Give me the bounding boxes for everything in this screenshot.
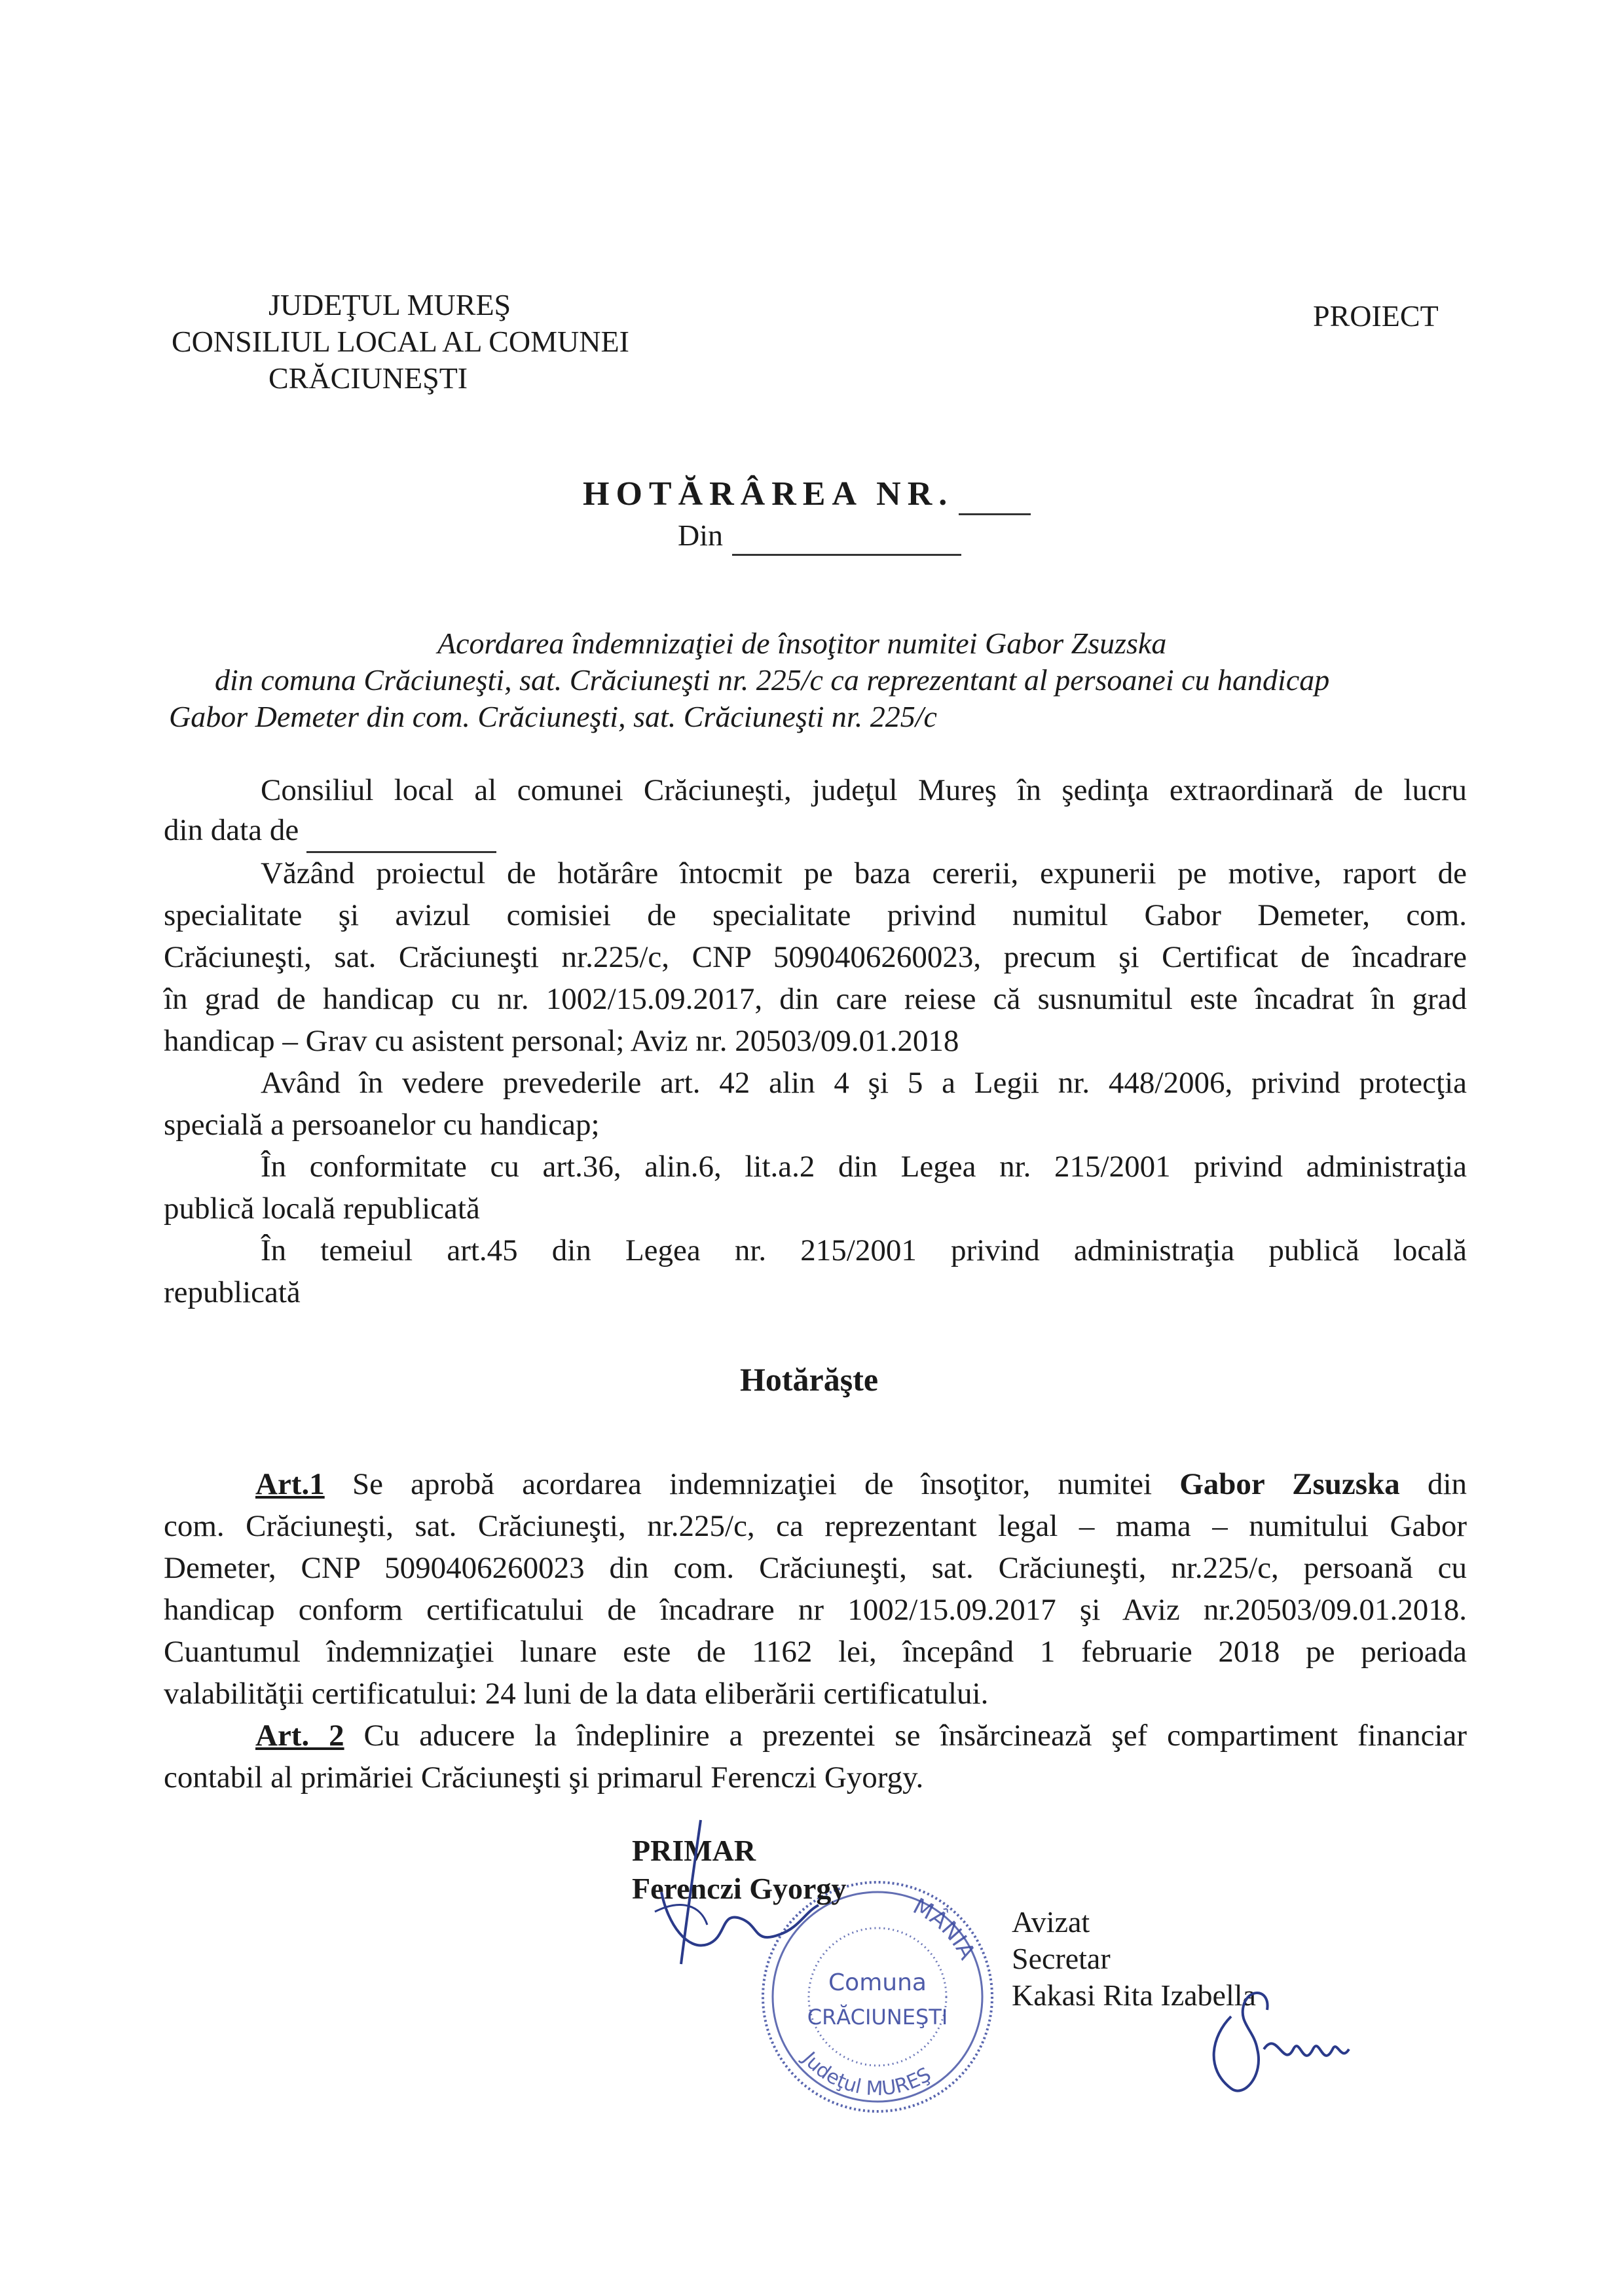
endorsed-label: Avizat [1012, 1905, 1090, 1939]
number-blank [959, 475, 1031, 515]
preamble-p3-line1: Având în vedere prevederile art. 42 alin 4 şi 5 a Legii nr. 448/2006, privind protecţia [261, 1066, 1467, 1100]
preamble-p1-line2 [164, 809, 496, 853]
date-line [678, 517, 961, 556]
preamble-p4-line2: publică locală republicată [164, 1192, 480, 1226]
secretary-label: Secretar [1012, 1942, 1111, 1975]
mayor-title: PRIMAR [632, 1834, 756, 1867]
article-1-line6: valabilităţii certificatului: 24 luni de la data eliberării certificatului. [164, 1677, 989, 1711]
article-1-line4: handicap conform certificatului de încadrare nr 1002/15.09.2017 şi Aviz nr.20503/09.01.2018. [164, 1593, 1467, 1627]
preamble-p2-line3: Crăciuneşti, sat. Crăciuneşti nr.225/c, CNP 5090406260023, precum şi Certificat de încadrare [164, 940, 1467, 974]
preamble-p5-line1: În temeiul art.45 din Legea nr. 215/2001 privind administraţia publică locală [261, 1233, 1467, 1267]
preamble-p3-line2: specială a persoanelor cu handicap; [164, 1108, 600, 1142]
council-header: CONSILIUL LOCAL AL COMUNEI [172, 325, 629, 358]
title-text: HOTĂRÂREA NR. [583, 475, 954, 513]
mayor-signature [642, 1813, 825, 1984]
secretary-name: Kakasi Rita Izabella [1012, 1978, 1256, 2012]
date-blank [732, 517, 961, 556]
article-1-line1 [255, 1463, 1467, 1505]
session-date-blank [306, 809, 496, 853]
article-1-text-a: Se aprobă acordarea indemnizaţiei de însoţitor, numitei [352, 1467, 1152, 1501]
article-2-line1 [255, 1715, 1467, 1757]
article-1-label: Art.1 [255, 1467, 325, 1501]
preamble-p2-line1: Văzând proiectul de hotărâre întocmit pe baza cererii, expunerii pe motive, raport de [261, 856, 1467, 890]
article-2-text: Cu aducere la îndeplinire a prezentei se însărcinează şef compartiment financiar [363, 1719, 1467, 1753]
stamp-ring-bottom: Judeţul MUREŞ [798, 2047, 935, 2101]
page-title [583, 475, 1031, 515]
article-1-line3: Demeter, CNP 5090406260023 din com. Crăciuneşti, sat. Crăciuneşti, nr.225/c, persoană cu [164, 1551, 1467, 1585]
preamble-p5-line2: republicată [164, 1275, 301, 1309]
decision-heading: Hotărăşte [740, 1361, 879, 1398]
subject-line-2: din comuna Crăciuneşti, sat. Crăciuneşti nr. 225/c ca reprezentant al persoanei cu handicap [215, 663, 1330, 697]
preamble-p2-line5: handicap – Grav cu asistent personal; Aviz nr. 20503/09.01.2018 [164, 1024, 959, 1058]
beneficiary-name: Gabor Zsuzska [1179, 1467, 1400, 1501]
article-1-line5: Cuantumul îndemnizaţiei lunare este de 1162 lei, începând 1 februarie 2018 pe perioada [164, 1635, 1467, 1669]
stamp-center-2: CRĂCIUNEŞTI [807, 2005, 948, 2030]
preamble-p1-line1: Consiliul local al comunei Crăciuneşti, judeţul Mureş în şedinţa extraordinară de lucru [261, 773, 1467, 807]
article-1-text-b: din [1427, 1467, 1467, 1501]
project-label: PROIECT [1313, 299, 1439, 333]
commune-header: CRĂCIUNEŞTI [268, 361, 468, 395]
session-date-label: din data de [164, 813, 299, 847]
article-1-line2: com. Crăciuneşti, sat. Crăciuneşti, nr.225/c, ca reprezentant legal – mama – numitului Gabor [164, 1509, 1467, 1543]
stamp-ring-top: MÂNIA [908, 1893, 980, 1964]
preamble-p4-line1: În conformitate cu art.36, alin.6, lit.a.2 din Legea nr. 215/2001 privind administraţia [261, 1150, 1467, 1184]
article-2-line2: contabil al primăriei Crăciuneşti şi primarul Ferenczi Gyorgy. [164, 1760, 924, 1795]
subject-line-3: Gabor Demeter din com. Crăciuneşti, sat. Crăciuneşti nr. 225/c [169, 700, 937, 733]
stamp-center-1: Comuna [828, 1969, 927, 1996]
din-label: Din [678, 519, 723, 552]
county-header: JUDEŢUL MUREŞ [268, 288, 511, 321]
article-2-label: Art. 2 [255, 1719, 344, 1753]
secretary-signature [1192, 1977, 1362, 2108]
preamble-p2-line4: în grad de handicap cu nr. 1002/15.09.2017, din care reiese că susnumitul este încadrat în grad [164, 982, 1467, 1016]
subject-line-1: Acordarea îndemnizaţiei de însoţitor numitei Gabor Zsuzska [437, 627, 1167, 660]
mayor-name: Ferenczi Gyorgy [632, 1872, 847, 1905]
preamble-p2-line2: specialitate şi avizul comisiei de specialitate privind numitul Gabor Demeter, com. [164, 898, 1467, 932]
